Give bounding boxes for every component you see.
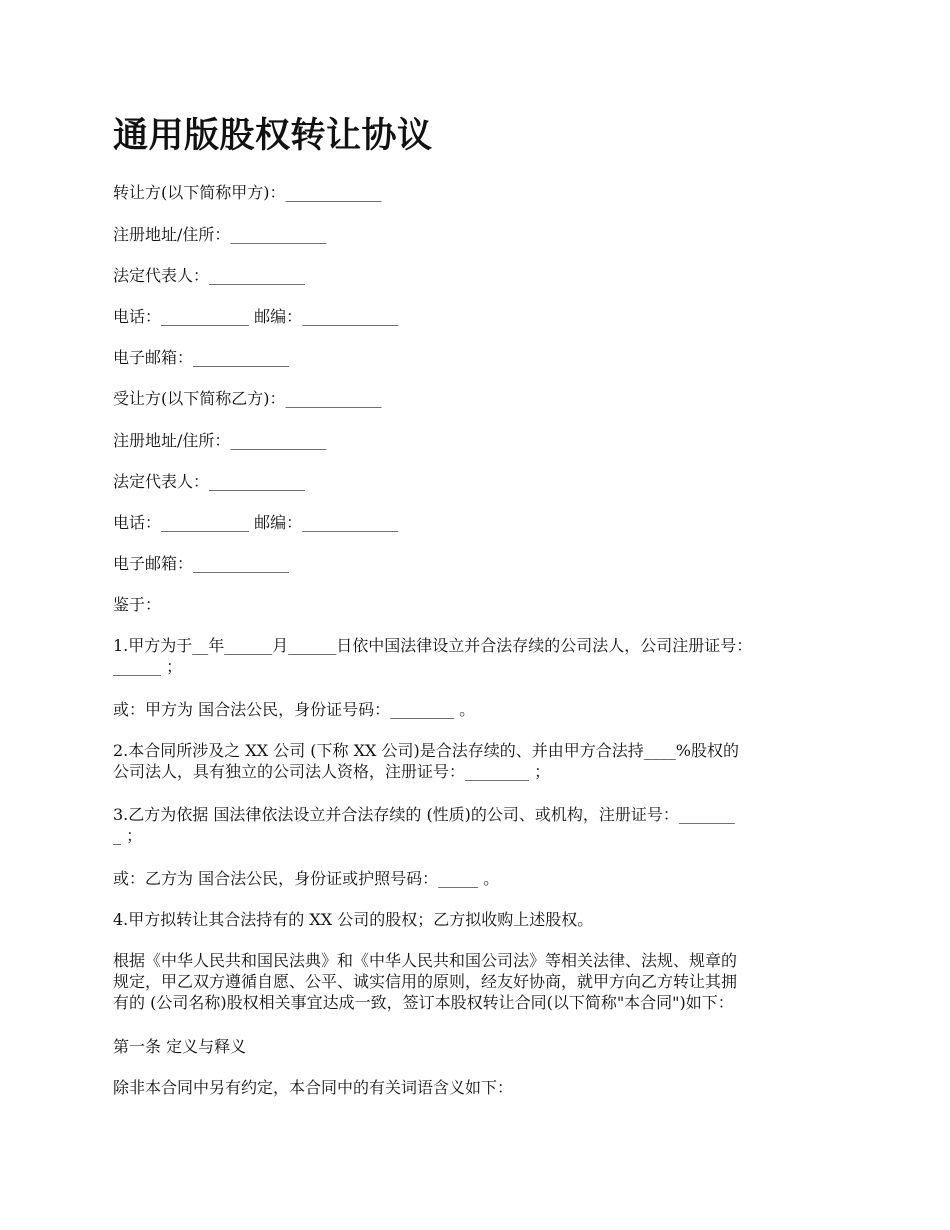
whereas-heading: 鉴于： [113, 595, 162, 614]
transferee-legal-rep-line: 法定代表人：____________ [113, 472, 306, 491]
recital-3 [113, 804, 833, 846]
preamble-line-1: 根据《中华人民共和国民法典》和《中华人民共和国公司法》等相关法律、法规、规章的 [113, 951, 738, 970]
preamble-paragraph [113, 950, 833, 1013]
transferee-phone-postcode-line: 电话：___________ 邮编：____________ [113, 513, 399, 532]
article-1-heading: 第一条 定义与释义 [113, 1037, 247, 1056]
recital-2-line-2: 公司法人，具有独立的公司法人资格，注册证号：________ ； [113, 762, 551, 781]
transferor-email-line: 电子邮箱：____________ [113, 348, 290, 367]
preamble-line-3: 有的 (公司名称)股权相关事宜达成一致，签订本股权转让合同(以下简称"本合同")如下： [113, 993, 734, 1012]
recital-1-line-2: ______ ； [113, 657, 183, 676]
recital-4: 4.甲方拟转让其合法持有的 XX 公司的股权；乙方拟收购上述股权。 [113, 910, 594, 929]
recital-2 [113, 740, 833, 782]
recital-3-alt: 或：乙方为 国合法公民，身份证或护照号码：_____ 。 [113, 869, 500, 888]
recital-1 [113, 635, 833, 677]
transferor-address-line: 注册地址/住所：____________ [113, 225, 327, 244]
transferor-phone-postcode-line: 电话：___________ 邮编：____________ [113, 307, 399, 326]
transferor-line: 转让方(以下简称甲方)：____________ [113, 183, 382, 202]
preamble-line-2: 规定，甲乙双方遵循自愿、公平、诚实信用的原则，经友好协商，就甲方向乙方转让其拥 [113, 972, 738, 991]
recital-1-line-1: 1.甲方为于__年______月______日依中国法律设立并合法存续的公司法人，公司注册证号： [113, 636, 753, 655]
recital-1-alt: 或：甲方为 国合法公民，身份证号码：________ 。 [113, 700, 476, 719]
document-title: 通用版股权转让协议 [113, 116, 433, 156]
recital-3-line-1: 3.乙方为依据 国法律依法设立并合法存续的 (性质)的公司、或机构，注册证号：_______ [113, 805, 735, 824]
transferee-address-line: 注册地址/住所：____________ [113, 431, 327, 450]
transferee-email-line: 电子邮箱：____________ [113, 554, 290, 573]
recital-2-line-1: 2.本合同所涉及之 XX 公司 (下称 XX 公司)是合法存续的、并由甲方合法持____%股权的 [113, 741, 739, 760]
transferor-legal-rep-line: 法定代表人：____________ [113, 266, 306, 285]
recital-3-line-2: _ ； [113, 826, 143, 845]
definitions-intro: 除非本合同中另有约定，本合同中的有关词语含义如下： [113, 1078, 514, 1097]
transferee-line: 受让方(以下简称乙方)：____________ [113, 389, 382, 408]
